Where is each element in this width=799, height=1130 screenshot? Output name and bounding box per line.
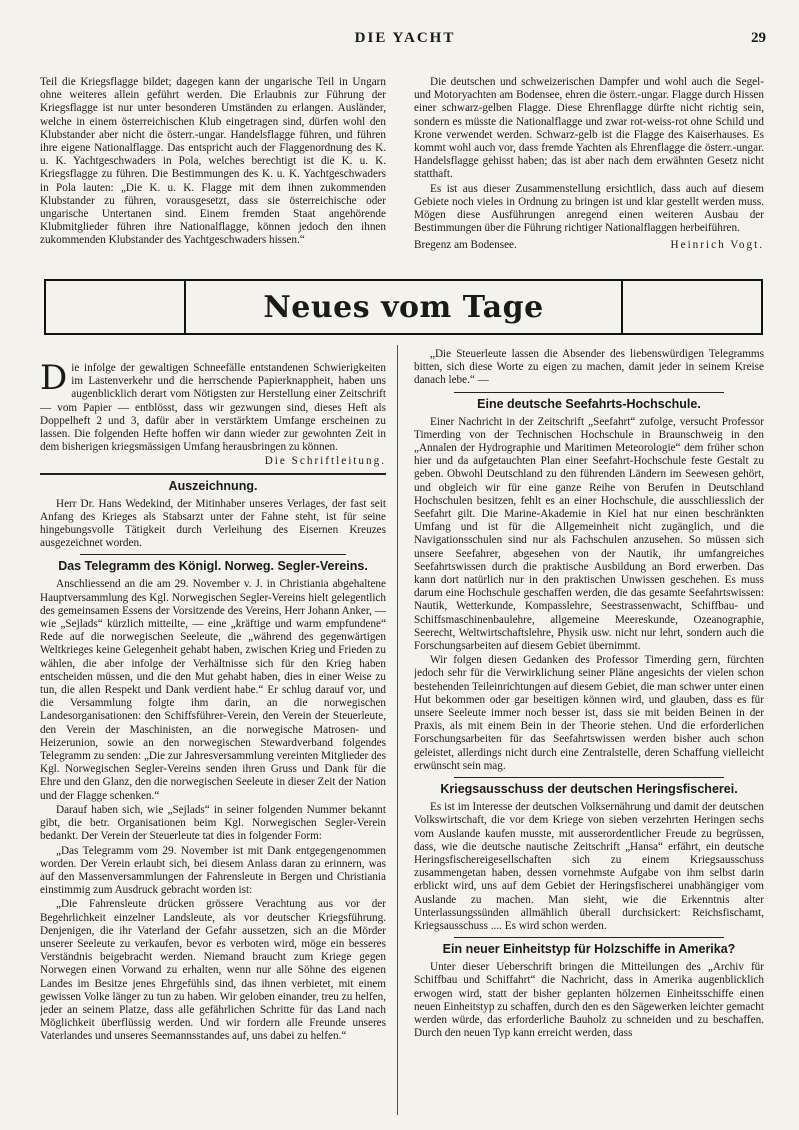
top-right-column (414, 76, 764, 272)
auszeichnung-text: Herr Dr. Hans Wedekind, der Mitinhaber unseres Verlages, der fast seit Anfang des Krieges als Stabsarzt unter der Fahne steht, ist für seine hingebungsvolle Tätigkeit durch Verleihung des Eisernen Kreuzes ausgezeichnet worden. (40, 497, 386, 550)
flag-article-continued: Teil die Kriegsflagge bildet; dagegen kann der ungarische Teil in Ungarn ohne weiteres allein geführt werden. Die Erlaubnis zur Führung der Kriegsflagge ist nur unter besonderen Umständen zu erlangen. Ausländer, welche in einem österreichischen Klub eingetragen sind, dürfen wohl den Klubstander aber nicht die österr.-ungar. Handelsflagge führen, und führen ihre eigene Nationalflagge. Das entspricht auch der Flaggenordnung des K. u. K. Yachtgeschwaders in Pola, welches berechtigt ist die K. u. K. Kriegsflagge zu führen. Die Bestimmungen des K. u. K. Yachtgeschwaders in Pola lauten: „Die K. u. K. Flagge mit dem ihnen zukommenden Klubstander zu führen, vorausgesetzt, dass sie österreichische oder ungarische Untertanen sind. Einem fremden Staat angehörende Klubmitglieder führen ihre Nationalflagge, können jedoch den ihnen zukommenden Klubstander des Yachtgeschwaders hissen.“ (40, 76, 386, 247)
left-column (40, 362, 386, 1117)
author-name: Heinrich Vogt. (670, 239, 764, 252)
notice-text: ie infolge der gewaltigen Schneefälle entstandenen Schwierigkeiten im Lastenverkehr und die herrschende Papierknappheit, haben uns augenblicklich derart vom Nötigsten zur Herstellung einer Zeitschrift — vom Papier — entblösst, dass wir gezwungen sind, dieses Heft als Doppelheft 2 und 3, dafür aber in verstärktem Umfange erscheinen zu lassen. Die folgenden Hefte hoffen wir dann wieder zur gewohnten Zeit in dem bisherigen kriegsmässigen Umfang herausbringen zu können. (40, 362, 386, 454)
flag-paragraph-1: Die deutschen und schweizerischen Dampfer und wohl auch die Segel- und Motoryachten am Bodensee, ehren die österr.-ungar. Flagge durch Hissen einer schwarz-gelben Flagge. Diese Ehrenflagge dürfte nicht richtig sein, sondern es müsste die Nationalflagge und zwar rot-weiss-rot ohne Schild und Krone verwendet werden. Schwarz-gelb ist die Flagge des Kaiserhauses. Es kommt wohl auch vor, dass fremde Yachten als Ehrenflagge die österr.-ungar. Handelsflagge gehisst haben; das ist aber nach dem erwähnten Gesetz nicht statthaft. (414, 76, 764, 181)
divider (80, 554, 346, 555)
column-divider (397, 345, 398, 1115)
section-title: Neues vom Tage (184, 281, 623, 333)
heading-telegramm: Das Telegramm des Königl. Norweg. Segler-Vereins. (58, 559, 368, 574)
top-left-column (40, 76, 386, 266)
heading-holzschiffe: Ein neuer Einheitstyp für Holzschiffe in Amerika? (442, 942, 736, 957)
flag-paragraph-2: Es ist aus dieser Zusammenstellung ersichtlich, dass auch auf diesem Gebiete noch vieles in Ordnung zu bringen ist und klar gestellt werden muss. Mögen diese Ausführungen anregend einen weiteren Ausbau der Bestimmungen über die Führung richtiger Nationalflaggen herbeiführen. (414, 182, 764, 235)
page-header (40, 30, 770, 52)
heading-auszeichnung: Auszeichnung. (168, 478, 258, 493)
page-number: 29 (751, 30, 766, 46)
section-banner (44, 279, 763, 335)
notice-signature: Die Schriftleitung. (264, 455, 386, 468)
editorial-notice (40, 362, 386, 475)
drop-cap: D (40, 362, 68, 398)
telegramm-closing: „Die Steuerleute lassen die Absender des liebenswürdigen Telegramms bitten, sich diese Worte zu eigen zu machen, damit jeder in seinem Kreise danach lebe.“ — (414, 348, 764, 387)
telegramm-paragraph-2: Darauf haben sich, wie „Sejlads“ in seiner folgenden Nummer bekannt gibt, die betr. Organisationen beim Kgl. Norwegischen Segler-Verein bedankt. Der Verein der Steuerleute tat dies in folgender Form: (40, 803, 386, 843)
telegramm-paragraph-3: „Das Telegramm vom 29. November ist mit Dank entgegengenommen worden. Der Verein erlaubt sich, bei diesem Anlass daran zu erinnern, was auf den Massenversammlungen der Fahrensleute in Bergen und Christiania einstimmig zum Ausdruck gebracht worden ist: (40, 844, 386, 897)
seefahrt-paragraph-1: Einer Nachricht in der Zeitschrift „Seefahrt“ zufolge, versucht Professor Timerding von der Technischen Hochschule in Braunschweig in den „Annalen der Hydrographie und Maritimen Meteorologie“ dem früher schon hier und da aufgetauchten Plan einer Seefahrt-Hochschule feste Gestalt zu geben. Obwohl Deutschland zu den führenden Ländern im Seewesen gehört, und obgleich wir für eine ganze Reihe von Berufen in Deutschland Hochschulen besitzen, fehlt es an einer Hochschule, die ausschliesslich der Seefahrt gilt. Die Marine-Akademie in Kiel hat nur einen beschränkten Umfang und ist für die Allgemeinheit nicht zugänglich, und die Navigationsschulen sind nur als Fachschulen anzusehen. So müssen sich unsere Seefahrer, abgesehen von der Nautik, ihr umfangreiches Seefahrtswissen durch die praktische Ausbildung an Bord erwerben. Das kann dort natürlich nur in den praktischen Unwissen geschehen. Es muss darum eine Hochschule geschaffen werden, die das gesamte Seefahrtswissen: Nautik, Wetterkunde, Kompasslehre, Seestrassenwacht, Schiffbau- und Schiffsmaschinenbaulehre, allgemeine Meereskunde, Ozeanographie, Seerecht, Weltwirtschaftslehre, Physik usw. nicht nur lehrt, sondern auch die Forschungsarbeiten auf diesem Gebiet übernimmt. (414, 415, 764, 653)
telegramm-paragraph-4: „Die Fahrensleute drücken grössere Verachtung aus vor der Begehrlichkeit einzelner Landsleute, als vor deutscher Kriegsführung. Denjenigen, die ihr Vaterland der Gefahr aussetzen, sich an die Mörder unserer Seeleute zu verkaufen, bevor es verboten wird, möge ein besseres Verständnis beigebracht werden. Niemand braucht zum Kriege gegen Norwegen einen Vorwand zu erhalten, wenn nur alle Söhne des eigenen Landes im Besitze jenes Ehrgefühls sind, das ihnen verbietet, mit einem gewissen Volke länger zu tun zu haben. Wir geloben einander, treu zu helfen, jeder an seinem Platze, dass alle gefährlichen Schritte für das Land nach Möglichkeit überflüssig werden. Und wir fordern alle Freunde unseres Vaterlandes und unseres Seemannsstandes auf, uns dabei zu helfen.“ (40, 898, 386, 1043)
telegramm-paragraph-1: Anschliessend an die am 29. November v. J. in Christiania abgehaltene Hauptversammlung des Kgl. Norwegischen Segler-Vereins hielt gelegentlich des gemeinsamen Essens der Vorsitzende des Vereins, Herr Johann Anker, — wie „Sejlads“ kürzlich mitteilte, — eine „kräftige und warm empfundene“ Rede auf die norwegischen Seeleute, die „während des gegenwärtigen Weltkrieges keine Gelegenheit gehabt haben, zwischen Krieg und Frieden zu wählen, die aber infolge der Verhältnisse sich für den Krieg haben entscheiden müssen, und die den Mut gehabt haben, dies in einer Weise zu tun, die allen Respekt und Dank verdient habe.“ Er schlug darauf vor, und die Versammlung folgte ihm darin, an die norwegischen Landesorganisationen: den Schiffsführer-Verein, den Verein der Steuerleute, den Verein der Maschinisten, an die norwegische Matrosen- und Heizerunion, sowie an den norwegischen Stewardverband folgendes Telegramm zu senden: „Die zur Jahresversammlung vereinten Mitglieder des Kgl. Norwegischen Segler-Vereins senden ihren Gruss und Dank für die Ehre und den Glanz, den die norwegischen Seeleute in dieser Zeit der Nation und der Flagge schenken.“ (40, 578, 386, 802)
right-column (414, 348, 764, 1118)
seefahrt-paragraph-2: Wir folgen diesen Gedanken des Professor Timerding gern, fürchten jedoch sehr für die Verwirklichung seiner Pläne angesichts der vielen schon bestehenden Teileinrichtungen auf diesem Gebiet, die man schwer unter einen Hut bekommen oder gar beseitigen können wird, und glauben, dass es für unsere Seeleute immer noch besser ist, dass sie mit beiden Beinen in der Praxis, als mit einem Bein in der Theorie stehen. Und die erforderlichen Forschungsarbeiten für das Seefahrtswissen werden bisher auch schon geleistet, allerdings nicht durch eine Zentralstelle, deren Schaffung vielleicht erwünscht sein mag. (414, 654, 764, 772)
divider (454, 777, 724, 778)
signature-line (414, 239, 764, 252)
holz-text: Unter dieser Ueberschrift bringen die Mitteilungen des „Archiv für Schiffbau und Schiffahrt“ die Nachricht, dass in Amerika augenblicklich erwogen wird, statt der bisher geplanten hölzernen Einheitsschiffe einen neuen Einheitstyp zu schaffen, durch den es den Sägewerken leichter gemacht werden würde, das erforderliche Bauholz zu schneiden und zu beschaffen. Durch den neuen Typ kann erreicht werden, dass (414, 961, 764, 1040)
heading-seefahrt-hochschule: Eine deutsche Seefahrts-Hochschule. (477, 396, 701, 411)
journal-title: DIE YACHT (354, 30, 456, 46)
divider (454, 937, 724, 938)
heading-heringsfischerei: Kriegsausschuss der deutschen Heringsfischerei. (440, 782, 738, 797)
dateline-place: Bregenz am Bodensee. (414, 239, 517, 252)
hering-text: Es ist im Interesse der deutschen Volksernährung und damit der deutschen Volkswirtschaft, die vor dem Kriege von sieben verzehrten Heringen sechs vom Auslande kaufen musste, mit ausserordentlicher Freude zu begrüssen, dass, wie die deutsche nautische Zeitschrift „Hansa“ erfährt, ein deutsche Heringsfischereigesellschaften sich zu einem Kriegsausschuss zusammengetan haben, dessen vornehmste Aufgabe von ihm selbst darin erblickt wird, uns auf dem Gebiet der Heringsfischerei unabhängiger vom Auslande zu machen. Man sieht, wie die Erkenntnis alter Unterlassungssünden allmählich überall durchsickert: Reichsfischamt, Kriegsausschuss .... Es wird schon werden. (414, 801, 764, 932)
divider (454, 392, 724, 393)
